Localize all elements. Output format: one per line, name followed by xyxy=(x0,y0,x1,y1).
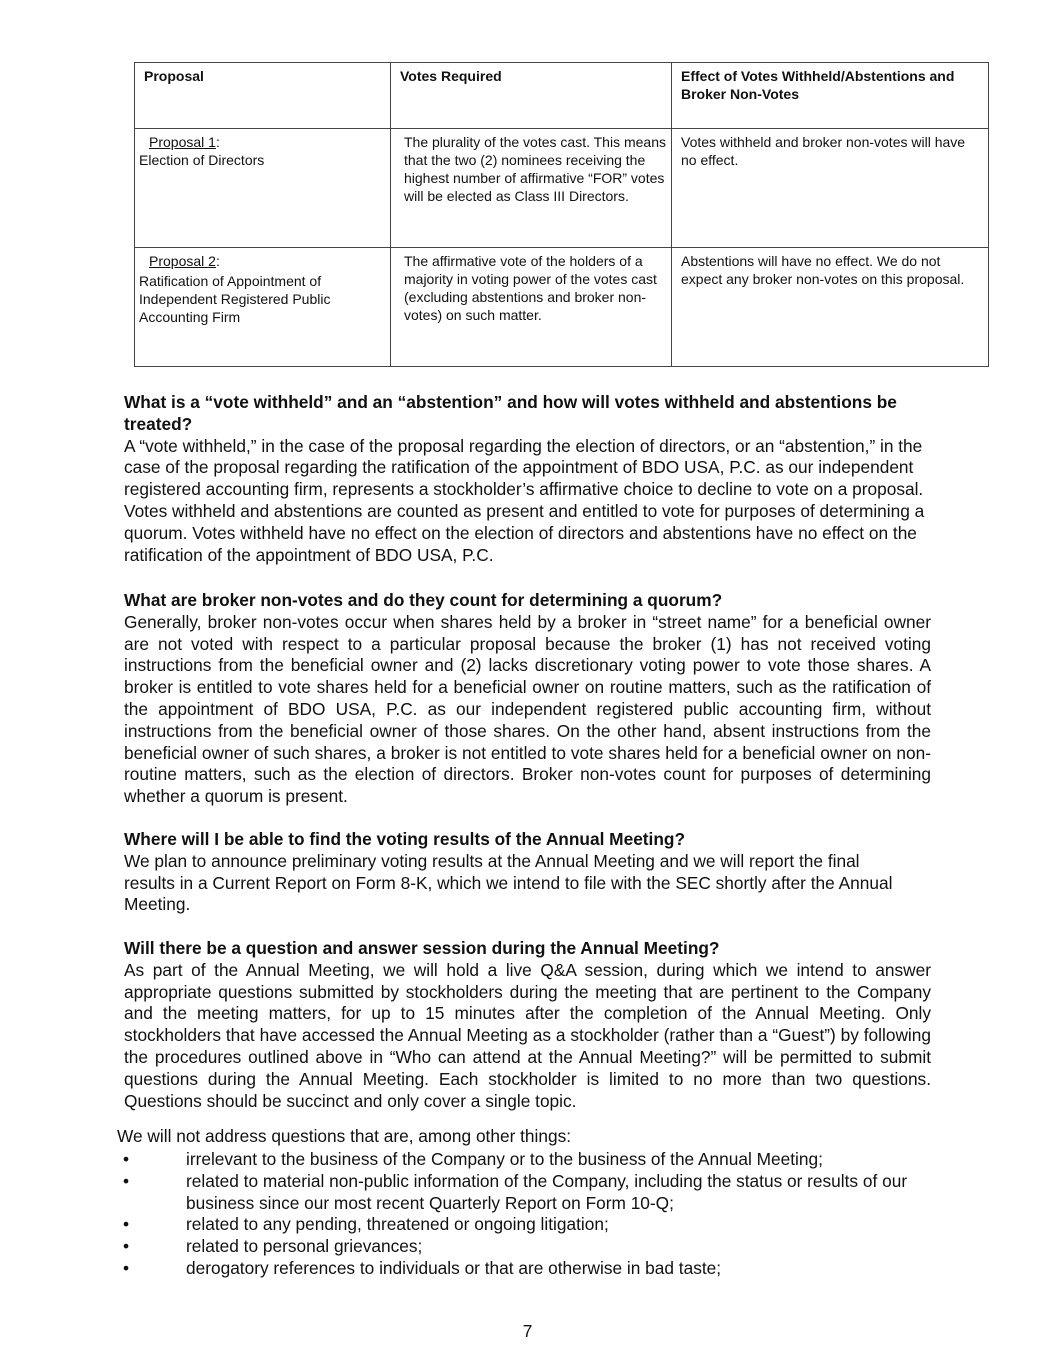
list-item-text: related to material non-public information of the Company, including the status or results of our business since our most recent Quarterly Report on Form 10-Q; xyxy=(186,1170,908,1213)
bullet-icon: • xyxy=(123,1170,130,1191)
bullet-icon: • xyxy=(123,1149,130,1169)
proposal-colon: : xyxy=(215,134,220,150)
list-item-text: irrelevant to the business of the Company or to the business of the Annual Meeting; xyxy=(186,1149,823,1169)
proposal-cell xyxy=(135,248,391,367)
answer-paragraph: Generally, broker non-votes occur when shares held by a broker in “street name” for a beneficial owner are not voted with respect to a particular proposal because the broker (1) has not received voting instructions from the beneficial owner and (2) lacks discretionary voting power to vote those shares. A broker is entitled to vote shares held for a beneficial owner on routine matters, such as the ratification of the appointment of BDO USA, P.C. as our independent registered public accounting firm, without instructions from the beneficial owner of those shares. On the other hand, absent instructions from the beneficial owner of such shares, a broker is not entitled to vote shares held for a beneficial owner on non-routine matters, such as the election of directors. Broker non-votes count for purposes of determining whether a quorum is present. xyxy=(124,611,931,807)
bullet-icon: • xyxy=(123,1214,130,1235)
qa-section-vote-withheld xyxy=(124,392,931,566)
list-intro: We will not address questions that are, among other things: xyxy=(117,1126,572,1146)
proposal-title: Election of Directors xyxy=(139,152,265,168)
answer-paragraph: We plan to announce preliminary voting results at the Annual Meeting and we will report the final results in a Current Report on Form 8-K, which we intend to file with the SEC shortly after the Annual Meeting. xyxy=(124,850,893,915)
qa-section-broker-non-votes xyxy=(124,590,931,808)
list-item xyxy=(117,1149,927,1171)
proposal-label: Proposal 2 xyxy=(149,253,216,269)
votes-required-cell: The plurality of the votes cast. This means that the two (2) nominees receiving the highest number of affirmative “FOR” votes will be elected as Class III Directors. xyxy=(391,129,672,248)
question-heading: What is a “vote withheld” and an “abstention” and how will votes withheld and abstentions be treated? xyxy=(124,392,897,434)
bullet-icon: • xyxy=(123,1257,130,1278)
list-item xyxy=(117,1214,927,1236)
bullet-icon: • xyxy=(123,1236,130,1257)
question-heading: Will there be a question and answer session during the Annual Meeting? xyxy=(124,938,720,958)
header-votes-required: Votes Required xyxy=(391,63,672,129)
proposal-title: Ratification of Appointment of Independent Registered Public Accounting Firm xyxy=(139,273,331,325)
answer-paragraph: As part of the Annual Meeting, we will hold a live Q&A session, during which we intend to answer appropriate questions submitted by stockholders during the meeting that are pertinent to the Company and the meeting matters, for up to 15 minutes after the completion of the Annual Meeting. Only stockholders that have accessed the Annual Meeting as a stockholder (rather than a “Guest”) by following the procedures outlined above in “Who can attend at the Annual Meeting?” will be permitted to submit questions during the Annual Meeting. Each stockholder is limited to no more than two questions. Questions should be succinct and only cover a single topic. xyxy=(124,959,931,1111)
header-effect: Effect of Votes Withheld/Abstentions and Broker Non-Votes xyxy=(672,63,989,129)
proposal-cell xyxy=(135,129,391,248)
table-row xyxy=(135,129,989,248)
question-heading: Where will I be able to find the voting results of the Annual Meeting? xyxy=(124,829,686,849)
question-heading: What are broker non-votes and do they count for determining a quorum? xyxy=(124,590,723,610)
excluded-questions-list xyxy=(117,1149,927,1280)
proposal-label: Proposal 1 xyxy=(149,134,216,150)
list-item xyxy=(117,1236,927,1258)
proposal-votes-table xyxy=(134,62,989,367)
qa-section-qa-session xyxy=(124,938,931,1112)
list-item xyxy=(117,1171,927,1215)
list-item-text: related to any pending, threatened or ongoing litigation; xyxy=(186,1214,609,1235)
table-header-row xyxy=(135,63,989,129)
list-item-text: related to personal grievances; xyxy=(186,1236,423,1257)
list-item-text: derogatory references to individuals or that are otherwise in bad taste; xyxy=(186,1257,722,1278)
effect-cell: Votes withheld and broker non-votes will have no effect. xyxy=(672,129,989,248)
header-proposal: Proposal xyxy=(135,63,391,129)
qa-section-voting-results xyxy=(124,829,914,916)
votes-required-cell: The affirmative vote of the holders of a majority in voting power of the votes cast (excluding abstentions and broker non-votes) on such matter. xyxy=(391,248,672,367)
page-number: 7 xyxy=(522,1321,533,1341)
proposal-colon: : xyxy=(215,253,220,269)
answer-paragraph: A “vote withheld,” in the case of the proposal regarding the election of directors, or an “abstention,” in the case of the proposal regarding the ratification of the appointment of BDO USA, P.C. as our independent registered accounting firm, represents a stockholder’s affirmative choice to decline to vote on a proposal. Votes withheld and abstentions are counted as present and entitled to vote for purposes of determining a quorum. Votes withheld have no effect on the election of directors and abstentions have no effect on the ratification of the appointment of BDO USA, P.C. xyxy=(124,435,925,565)
list-item xyxy=(117,1258,927,1280)
table-row xyxy=(135,248,989,367)
effect-cell: Abstentions will have no effect. We do not expect any broker non-votes on this proposal. xyxy=(672,248,989,367)
